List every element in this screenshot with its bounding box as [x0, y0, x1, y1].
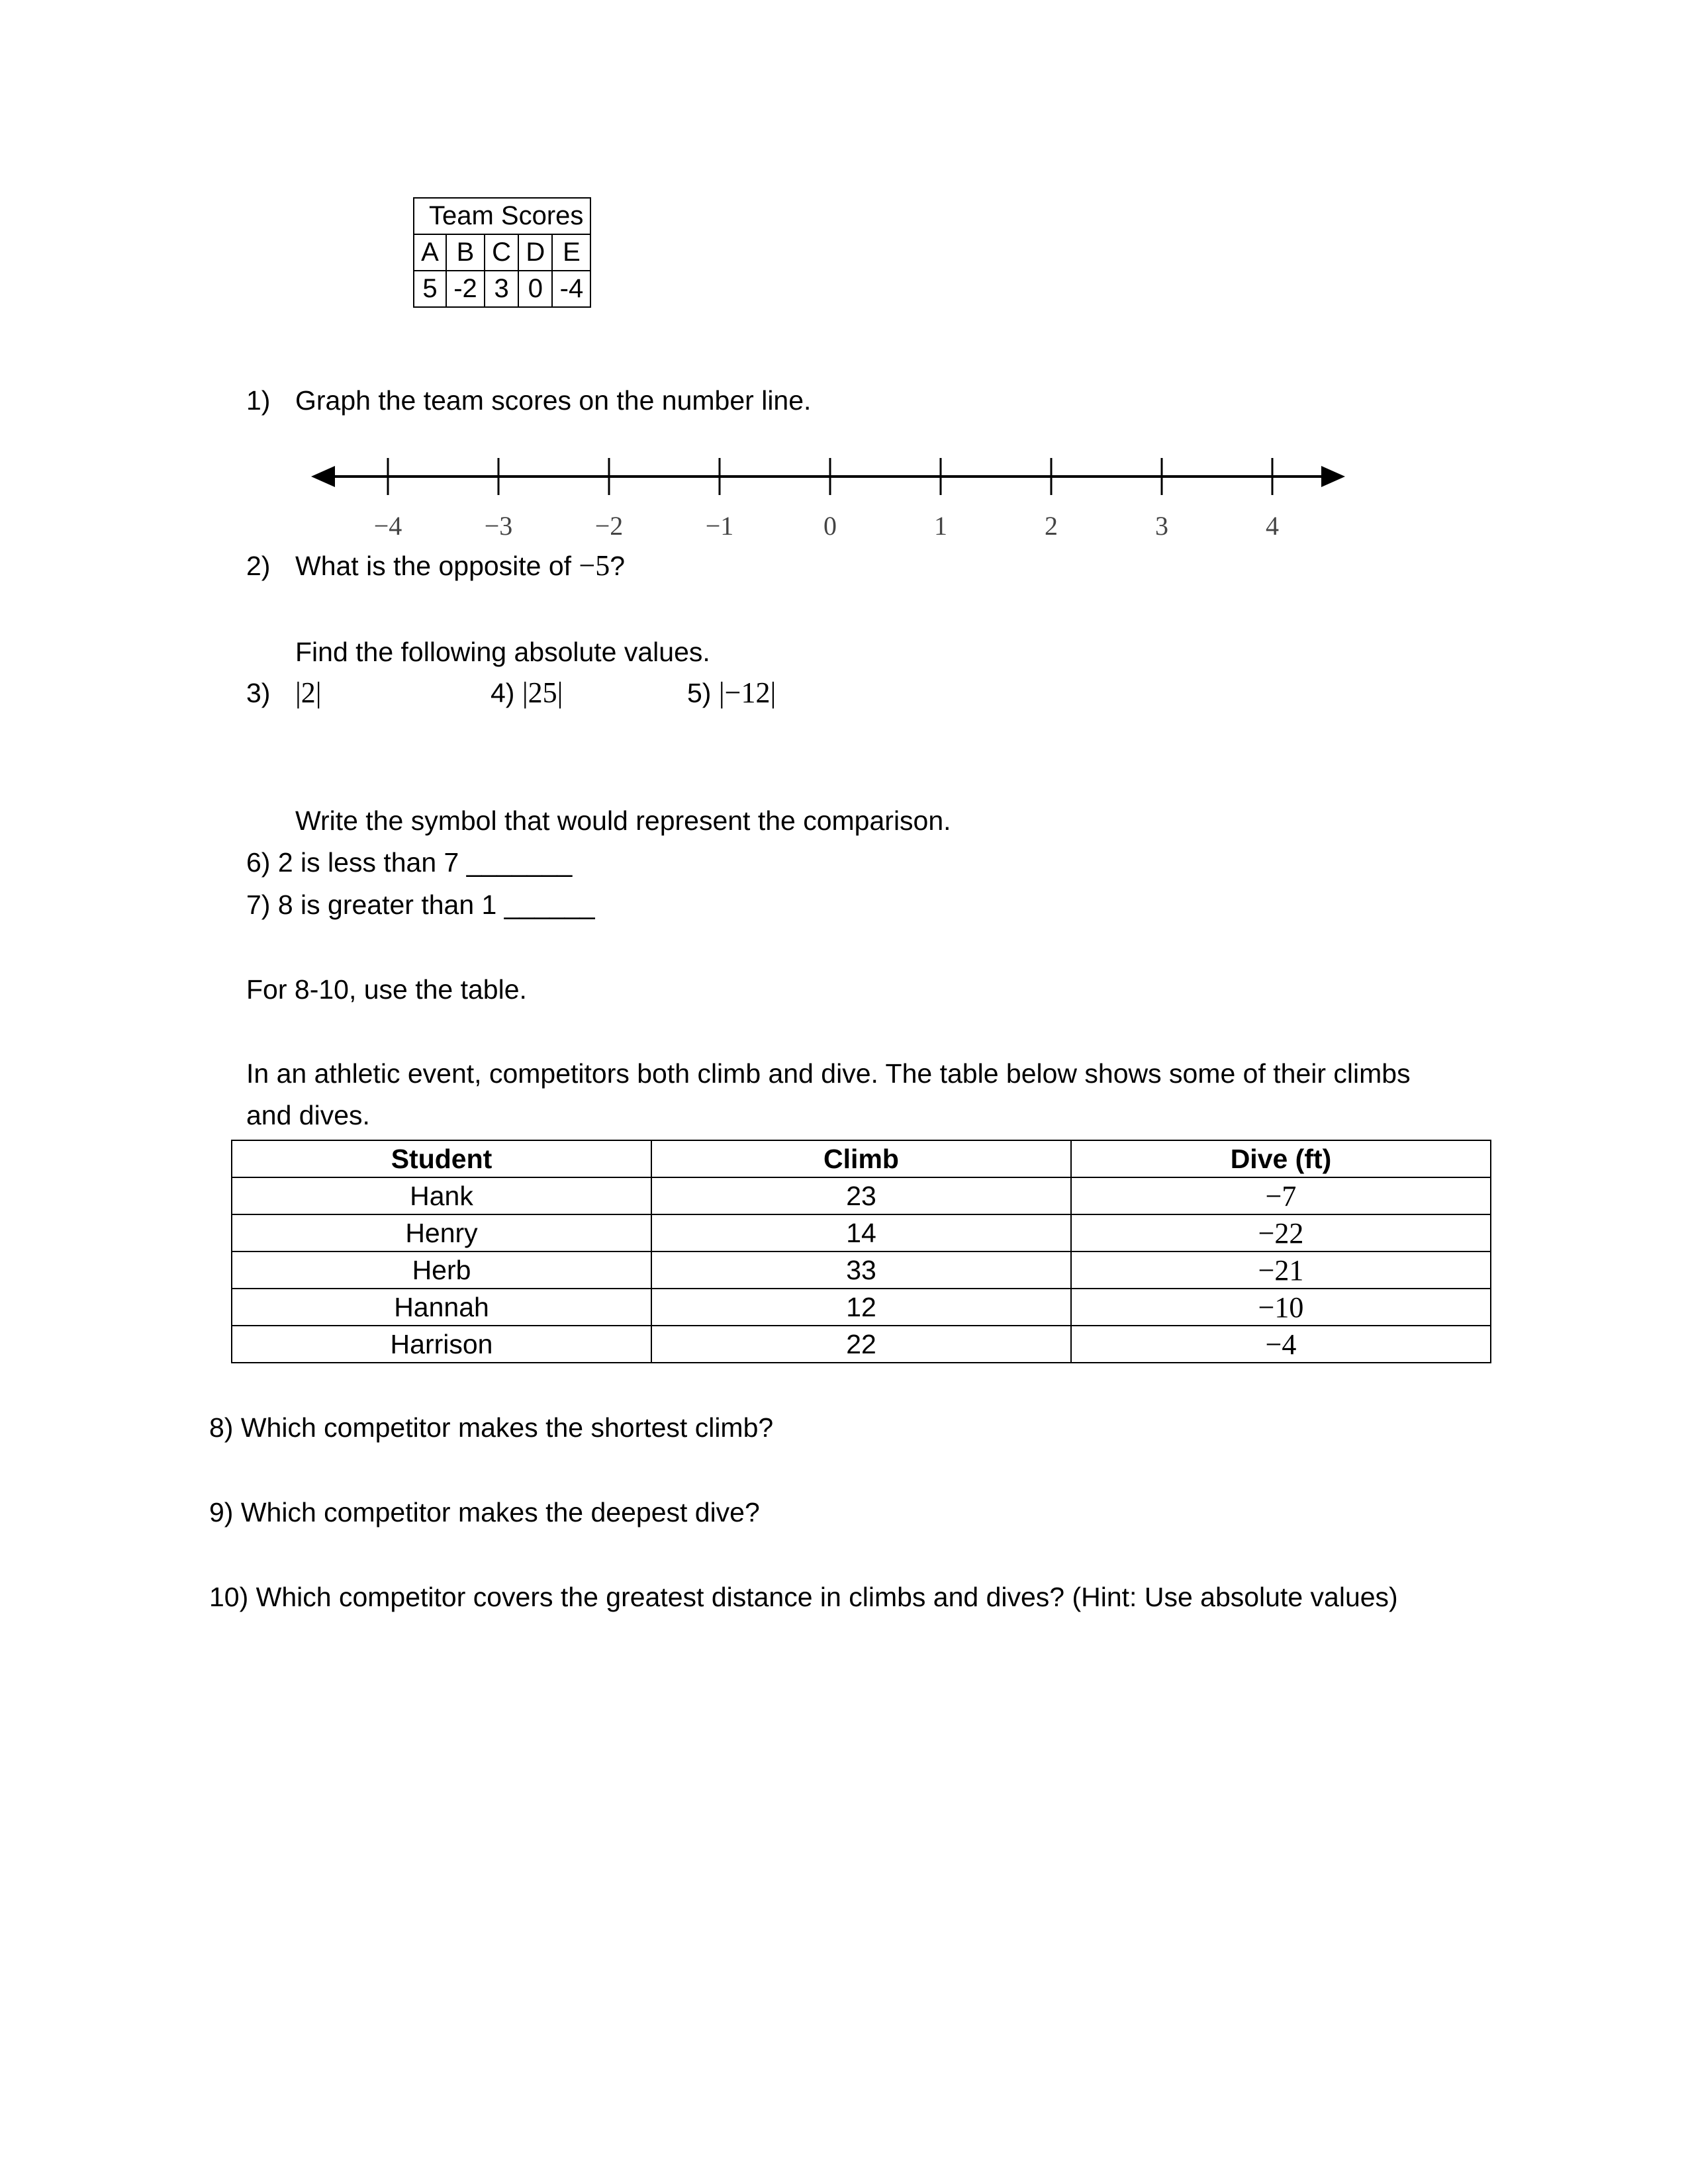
table-header-row — [232, 1140, 1491, 1177]
event-description-line-1: In an athletic event, competitors both climb and dive. The table below shows some of their climbs — [246, 1058, 1411, 1089]
column-header: Student — [232, 1140, 651, 1177]
question-number: 5) — [687, 678, 719, 708]
question-number: 2) — [246, 551, 271, 581]
dive-cell: −10 — [1071, 1289, 1491, 1326]
number-line-tick-label: 4 — [1266, 511, 1279, 541]
dive-cell: −4 — [1071, 1326, 1491, 1363]
question-text: Graph the team scores on the number line. — [295, 385, 812, 416]
number-line-tick-label: 1 — [934, 511, 947, 541]
question-text: What is the opposite of — [295, 551, 579, 581]
team-scores-row — [414, 271, 590, 307]
team-score: 3 — [485, 271, 518, 307]
athletic-event-table — [231, 1140, 1491, 1363]
number-line-tick-label: 2 — [1045, 511, 1058, 541]
right-arrow-icon — [1321, 466, 1345, 487]
absolute-values-instruction: Find the following absolute values. — [295, 637, 710, 667]
math-value: |25| — [522, 676, 563, 709]
team-names-row — [414, 234, 590, 271]
number-line-tick-label: 3 — [1155, 511, 1168, 541]
team-name: A — [414, 234, 446, 271]
climb-cell: 12 — [651, 1289, 1071, 1326]
math-value: |−12| — [718, 676, 776, 709]
team-name: D — [518, 234, 552, 271]
column-header: Climb — [651, 1140, 1071, 1177]
team-scores-title: Team Scores — [414, 198, 590, 234]
team-score: -2 — [446, 271, 485, 307]
table-row — [232, 1251, 1491, 1289]
dive-cell: −21 — [1071, 1251, 1491, 1289]
left-arrow-icon — [311, 466, 335, 487]
number-line-tick-label: 0 — [823, 511, 837, 541]
column-header: Dive (ft) — [1071, 1140, 1491, 1177]
question-4 — [491, 676, 563, 709]
question-2 — [246, 549, 626, 582]
number-line-tick-label: −3 — [484, 511, 513, 541]
table-intro: For 8-10, use the table. — [246, 974, 527, 1005]
table-row — [232, 1289, 1491, 1326]
question-5 — [687, 676, 776, 709]
question-number: 1) — [246, 385, 271, 416]
team-name: E — [552, 234, 590, 271]
question-end: ? — [610, 551, 626, 581]
question-8: 8) Which competitor makes the shortest climb? — [209, 1412, 774, 1443]
math-value: |2| — [295, 676, 322, 709]
climb-cell: 14 — [651, 1214, 1071, 1251]
question-number: 4) — [491, 678, 522, 708]
student-cell: Herb — [232, 1251, 651, 1289]
comparison-instruction: Write the symbol that would represent the comparison. — [295, 805, 951, 836]
question-number: 3) — [246, 678, 271, 708]
number-line[interactable] — [311, 450, 1357, 549]
team-score: -4 — [552, 271, 590, 307]
team-name: B — [446, 234, 485, 271]
table-row — [232, 1326, 1491, 1363]
question-6: 6) 2 is less than 7 _______ — [246, 847, 573, 878]
climb-cell: 33 — [651, 1251, 1071, 1289]
student-cell: Henry — [232, 1214, 651, 1251]
team-score: 0 — [518, 271, 552, 307]
team-score: 5 — [414, 271, 446, 307]
dive-cell: −7 — [1071, 1177, 1491, 1214]
number-line-tick-label: −1 — [705, 511, 734, 541]
climb-cell: 23 — [651, 1177, 1071, 1214]
dive-cell: −22 — [1071, 1214, 1491, 1251]
question-1 — [246, 384, 812, 417]
team-name: C — [485, 234, 518, 271]
question-3 — [246, 676, 322, 709]
event-description-line-2: and dives. — [246, 1100, 370, 1130]
team-scores-table — [413, 197, 591, 308]
table-row — [232, 1177, 1491, 1214]
climb-cell: 22 — [651, 1326, 1071, 1363]
student-cell: Hank — [232, 1177, 651, 1214]
question-10: 10) Which competitor covers the greatest distance in climbs and dives? (Hint: Use absolute values) — [209, 1582, 1398, 1612]
number-line-tick-label: −4 — [373, 511, 402, 541]
table-row — [232, 1214, 1491, 1251]
student-cell: Harrison — [232, 1326, 651, 1363]
number-line-tick-label: −2 — [594, 511, 624, 541]
student-cell: Hannah — [232, 1289, 651, 1326]
math-value: −5 — [579, 549, 610, 582]
question-9: 9) Which competitor makes the deepest dive? — [209, 1497, 760, 1527]
question-7: 7) 8 is greater than 1 ______ — [246, 889, 595, 920]
